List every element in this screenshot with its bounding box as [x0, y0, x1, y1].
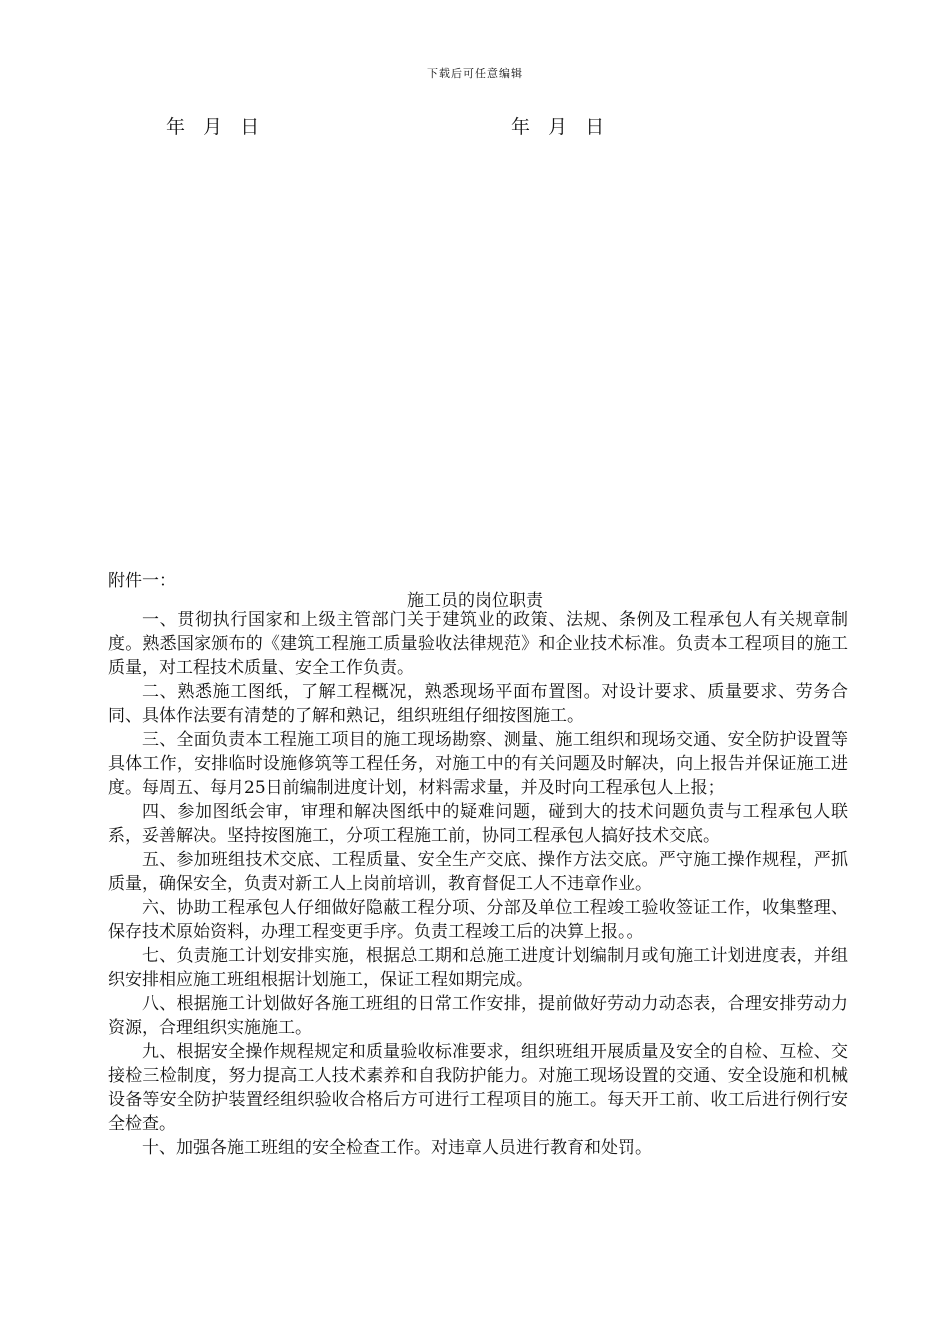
attachment-label: 附件一：	[108, 571, 176, 591]
duty-paragraph-4: 四、参加图纸会审，审理和解决图纸中的疑难问题，碰到大的技术问题负责与工程承包人联系，妥善解决。坚持按图施工，分项工程施工前，协同工程承包人搞好技术交底。	[108, 802, 848, 846]
document-title: 施工员的岗位职责	[407, 591, 543, 611]
duty-paragraph-5: 五、参加班组技术交底、工程质量、安全生产交底、操作方法交底。严守施工操作规程，严抓质量，确保安全，负责对新工人上岗前培训，教育督促工人不违章作业。	[108, 850, 848, 894]
duty-paragraph-9: 九、根据安全操作规程规定和质量验收标准要求，组织班组开展质量及安全的自检、互检、交接检三检制度，努力提高工人技术素养和自我防护能力。对施工现场设置的交通、安全设施和机械设备等安全防护装置经组织验收合格后方可进行工程项目的施工。每天开工前、收工后进行例行安全检查。	[108, 1042, 848, 1134]
duty-paragraph-7: 七、负责施工计划安排实施，根据总工期和总施工进度计划编制月或旬施工计划进度表，并组织安排相应施工班组根据计划施工，保证工程如期完成。	[108, 946, 848, 990]
duty-paragraph-10: 十、加强各施工班组的安全检查工作。对违章人员进行教育和处罚。	[142, 1138, 652, 1158]
signature-date-right: 年 月 日	[511, 116, 605, 138]
header-note: 下载后可任意编辑	[427, 67, 523, 80]
duty-list	[108, 608, 848, 1160]
duty-paragraph-6: 六、协助工程承包人仔细做好隐蔽工程分项、分部及单位工程竣工验收签证工作，收集整理、保存技术原始资料，办理工程变更手序。负责工程竣工后的决算上报。。	[108, 898, 848, 942]
duty-paragraph-3: 三、全面负责本工程施工项目的施工现场勘察、测量、施工组织和现场交通、安全防护设置等具体工作，安排临时设施修筑等工程任务，对施工中的有关问题及时解决，向上报告并保证施工进度。每周五、每月25日前编制进度计划，材料需求量，并及时向工程承包人上报；	[108, 730, 848, 798]
duty-paragraph-1: 一、贯彻执行国家和上级主管部门关于建筑业的政策、法规、条例及工程承包人有关规章制度。熟悉国家颁布的《建筑工程施工质量验收法律规范》和企业技术标准。负责本工程项目的施工质量，对工程技术质量、安全工作负责。	[108, 610, 848, 678]
duty-paragraph-2: 二、熟悉施工图纸，了解工程概况，熟悉现场平面布置图。对设计要求、质量要求、劳务合同、具体作法要有清楚的了解和熟记，组织班组仔细按图施工。	[108, 682, 848, 726]
signature-date-left: 年 月 日	[166, 116, 260, 138]
duty-paragraph-8: 八、根据施工计划做好各施工班组的日常工作安排，提前做好劳动力动态表，合理安排劳动力资源，合理组织实施施工。	[108, 994, 848, 1038]
